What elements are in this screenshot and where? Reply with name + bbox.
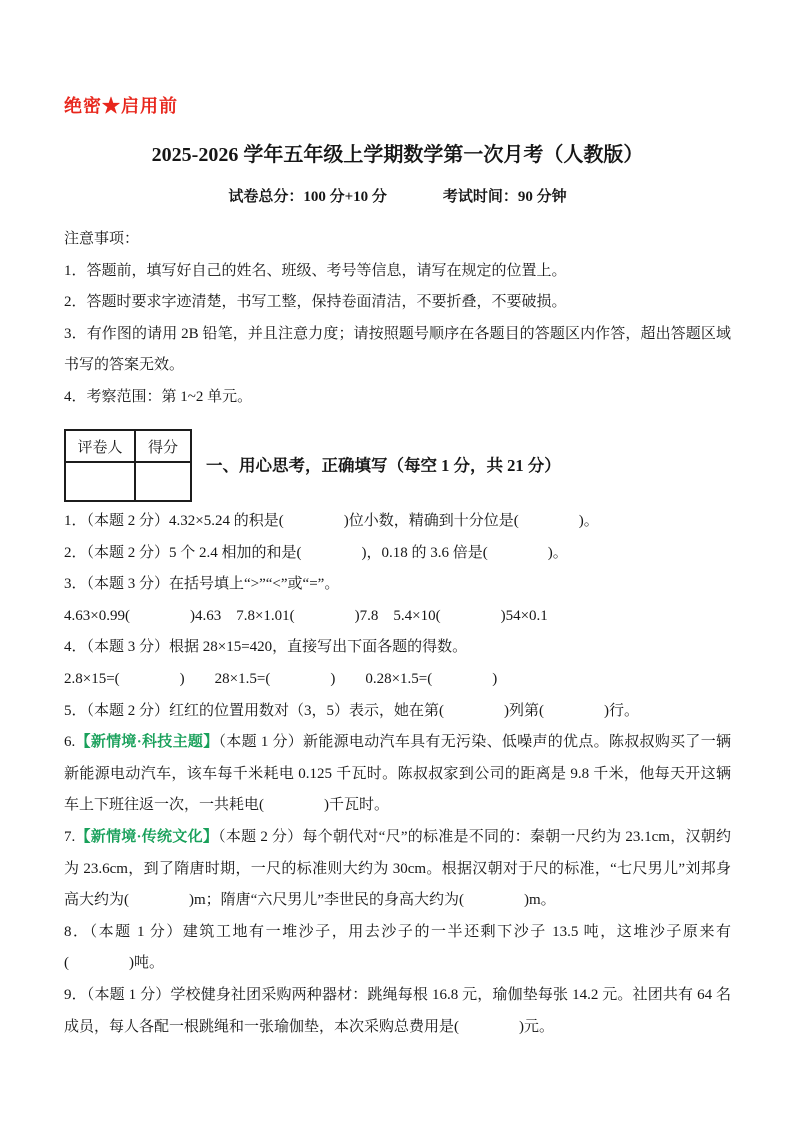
section-one-heading: 一、用心思考，正确填写（每空 1 分，共 21 分） <box>206 455 561 475</box>
total-score-label: 试卷总分：100 分+10 分 <box>228 189 387 205</box>
section-one-header-row <box>64 429 731 502</box>
note-item-1: 1．答题前，填写好自己的姓名、班级、考号等信息，请写在规定的位置上。 <box>64 262 567 279</box>
grader-value-cell <box>65 462 135 501</box>
question-6 <box>64 727 731 822</box>
score-label-cell: 得分 <box>135 430 191 462</box>
notes-heading: 注意事项： <box>64 231 140 247</box>
question-3-expressions: 4.63×0.99( )4.63 7.8×1.01( )7.8 5.4×10( )54×0.1 <box>64 607 548 624</box>
question-7-text: （本题 2 分）每个朝代对“尺”的标准是不同的：秦朝一尺约为 23.1cm，汉朝约为 23.6cm，到了隋唐时期，一尺的标准则大约为 30cm。根据汉朝对于尺的标准，“七尺男儿”刘邦身高大约为( )m；隋唐“六尺男儿”李世民的身高大约为( )m。 <box>64 828 731 909</box>
exam-title: 2025-2026 学年五年级上学期数学第一次月考（人教版） <box>151 144 644 166</box>
question-8: 8．（本题 1 分）建筑工地有一堆沙子，用去沙子的一半还剩下沙子 13.5 吨，这堆沙子原来有( )吨。 <box>64 923 731 972</box>
score-table <box>64 429 192 502</box>
grader-label-cell: 评卷人 <box>65 430 135 462</box>
question-6-number: 6. <box>64 734 76 751</box>
exam-subtitle <box>64 186 731 208</box>
question-6-theme-tag: 【新情境·科技主题】 <box>75 734 219 751</box>
question-5: 5．（本题 2 分）红红的位置用数对（3，5）表示，她在第( )列第( )行。 <box>64 702 639 719</box>
question-4: 4．（本题 3 分）根据 28×15=420，直接写出下面各题的得数。 <box>64 639 468 656</box>
question-9: 9．（本题 1 分）学校健身社团采购两种器材：跳绳每根 16.8 元，瑜伽垫每张 14.2 元。社团共有 64 名成员，每人各配一根跳绳和一张瑜伽垫，本次采购总费用是( )元。 <box>64 986 731 1035</box>
question-6-text: （本题 1 分）新能源电动汽车具有无污染、低噪声的优点。陈叔叔购买了一辆新能源电动汽车，该车每千米耗电 0.125 千瓦时。陈叔叔家到公司的距离是 9.8 千米，他每天开这辆车上下班往返一次，一共耗电( )千瓦时。 <box>64 734 731 814</box>
score-value-cell <box>135 462 191 501</box>
question-7 <box>64 822 731 917</box>
notes-section <box>64 224 731 413</box>
question-7-number: 7. <box>64 828 76 845</box>
question-4-expressions: 2.8×15=( ) 28×1.5=( ) 0.28×1.5=( ) <box>64 670 498 687</box>
note-item-2: 2．答题时要求字迹清楚，书写工整，保持卷面清洁，不要折叠，不要破损。 <box>64 294 567 310</box>
question-1: 1．（本题 2 分）4.32×5.24 的积是( )位小数，精确到十分位是( )。 <box>64 513 599 529</box>
note-item-3: 3．有作图的请用 2B 铅笔，并且注意力度；请按照题号顺序在各题目的答题区内作答，超出答题区域书写的答案无效。 <box>64 325 731 373</box>
questions-list <box>64 506 731 1043</box>
security-notice: 绝密★启用前 <box>64 96 178 116</box>
note-item-4: 4．考察范围：第 1~2 单元。 <box>64 388 253 405</box>
question-7-theme-tag: 【新情境·传统文化】 <box>75 828 219 845</box>
question-2: 2．（本题 2 分）5 个 2.4 相加的和是( )，0.18 的 3.6 倍是( )。 <box>64 544 568 561</box>
exam-time-label: 考试时间：90 分钟 <box>442 189 567 205</box>
question-3: 3．（本题 3 分）在括号填上“>”“<”或“=”。 <box>64 576 340 593</box>
